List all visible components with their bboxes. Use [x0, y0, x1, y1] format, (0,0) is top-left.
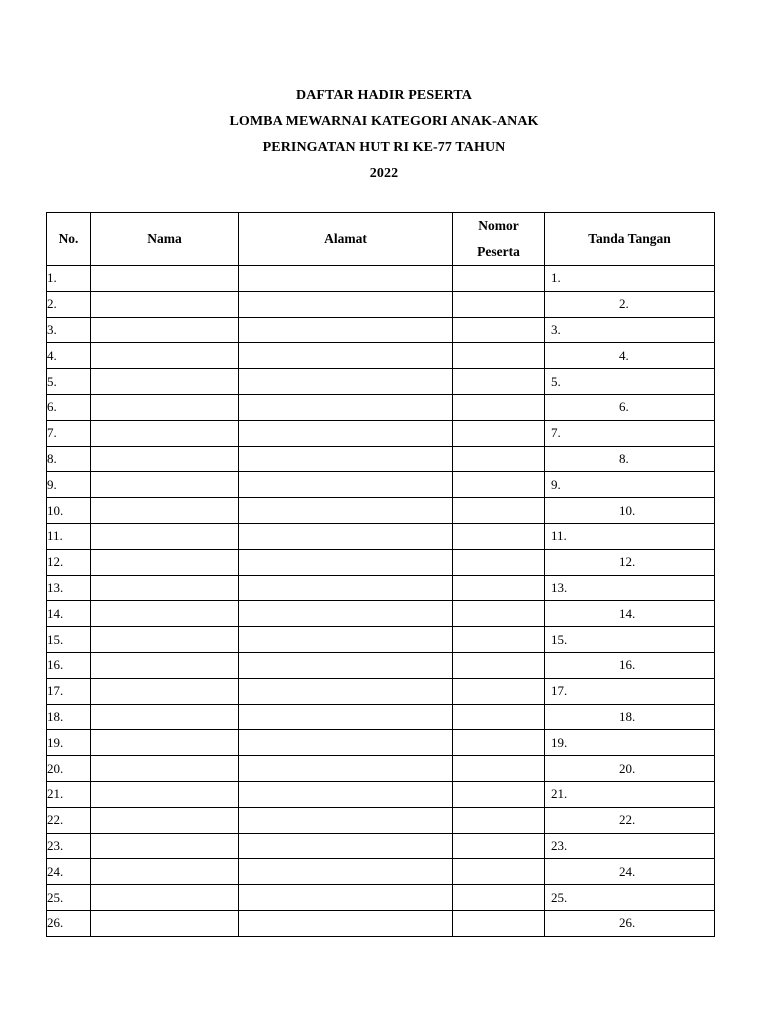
table-row	[47, 910, 715, 936]
signature-number: 6.	[619, 399, 629, 415]
cell-no: 6.	[47, 394, 91, 420]
cell-no: 11.	[47, 523, 91, 549]
cell-no: 13.	[47, 575, 91, 601]
cell-no: 22.	[47, 807, 91, 833]
signature-number: 5.	[551, 373, 561, 389]
signature-number: 22.	[619, 812, 636, 828]
cell-no: 2.	[47, 291, 91, 317]
cell-no: 3.	[47, 317, 91, 343]
cell-tanda-tangan[interactable]	[545, 627, 715, 653]
cell-no: 24.	[47, 859, 91, 885]
cell-tanda-tangan[interactable]	[545, 317, 715, 343]
cell-no: 17.	[47, 678, 91, 704]
table-row	[47, 833, 715, 859]
cell-alamat[interactable]	[239, 317, 453, 343]
cell-alamat[interactable]	[239, 575, 453, 601]
cell-nomor-peserta[interactable]	[453, 369, 545, 395]
cell-nama[interactable]	[91, 394, 239, 420]
header-nomor-peserta-line1: Nomor	[478, 218, 519, 233]
table-row	[47, 523, 715, 549]
table-row	[47, 575, 715, 601]
cell-nama[interactable]	[91, 730, 239, 756]
signature-number: 10.	[619, 502, 636, 518]
cell-nama[interactable]	[91, 446, 239, 472]
header-nomor-peserta-line2: Peserta	[477, 244, 520, 259]
cell-nama[interactable]	[91, 498, 239, 524]
table-row	[47, 266, 715, 292]
cell-tanda-tangan[interactable]	[545, 910, 715, 936]
table-body	[47, 266, 715, 937]
cell-nomor-peserta[interactable]	[453, 678, 545, 704]
cell-nomor-peserta[interactable]	[453, 601, 545, 627]
cell-alamat[interactable]	[239, 652, 453, 678]
table-row	[47, 498, 715, 524]
table-row	[47, 601, 715, 627]
cell-tanda-tangan[interactable]	[545, 420, 715, 446]
table-header-row	[47, 213, 715, 266]
cell-no: 26.	[47, 910, 91, 936]
cell-nomor-peserta[interactable]	[453, 859, 545, 885]
cell-tanda-tangan[interactable]	[545, 575, 715, 601]
cell-alamat[interactable]	[239, 549, 453, 575]
table-row	[47, 781, 715, 807]
cell-nomor-peserta[interactable]	[453, 807, 545, 833]
cell-alamat[interactable]	[239, 678, 453, 704]
cell-alamat[interactable]	[239, 730, 453, 756]
cell-alamat[interactable]	[239, 601, 453, 627]
cell-nomor-peserta[interactable]	[453, 498, 545, 524]
cell-nomor-peserta[interactable]	[453, 730, 545, 756]
signature-number: 25.	[551, 889, 568, 905]
cell-tanda-tangan[interactable]	[545, 291, 715, 317]
cell-nomor-peserta[interactable]	[453, 781, 545, 807]
cell-no: 4.	[47, 343, 91, 369]
cell-nama[interactable]	[91, 601, 239, 627]
title-line-1: DAFTAR HADIR PESERTA	[295, 88, 472, 103]
table-row	[47, 420, 715, 446]
cell-alamat[interactable]	[239, 756, 453, 782]
header-tanda-tangan: Tanda Tangan	[545, 213, 715, 266]
cell-nomor-peserta[interactable]	[453, 317, 545, 343]
cell-no: 16.	[47, 652, 91, 678]
title-line-4: 2022	[369, 166, 399, 181]
cell-no: 14.	[47, 601, 91, 627]
cell-alamat[interactable]	[239, 420, 453, 446]
cell-nomor-peserta[interactable]	[453, 420, 545, 446]
signature-number: 18.	[619, 708, 636, 724]
table-row	[47, 291, 715, 317]
cell-nama[interactable]	[91, 652, 239, 678]
cell-nama[interactable]	[91, 266, 239, 292]
signature-number: 20.	[619, 760, 636, 776]
header-no: No.	[47, 213, 91, 266]
cell-no: 19.	[47, 730, 91, 756]
signature-number: 11.	[551, 528, 567, 544]
cell-alamat[interactable]	[239, 369, 453, 395]
cell-nama[interactable]	[91, 859, 239, 885]
cell-tanda-tangan[interactable]	[545, 369, 715, 395]
cell-nomor-peserta[interactable]	[453, 394, 545, 420]
cell-tanda-tangan[interactable]	[545, 446, 715, 472]
table-row	[47, 885, 715, 911]
cell-no: 23.	[47, 833, 91, 859]
document-title	[0, 86, 768, 190]
table-row	[47, 369, 715, 395]
cell-nama[interactable]	[91, 781, 239, 807]
cell-tanda-tangan[interactable]	[545, 833, 715, 859]
signature-number: 26.	[619, 915, 636, 931]
cell-nomor-peserta[interactable]	[453, 523, 545, 549]
signature-number: 7.	[551, 425, 561, 441]
cell-nama[interactable]	[91, 678, 239, 704]
cell-tanda-tangan[interactable]	[545, 652, 715, 678]
cell-nomor-peserta[interactable]	[453, 704, 545, 730]
cell-no: 15.	[47, 627, 91, 653]
signature-number: 4.	[619, 347, 629, 363]
cell-nama[interactable]	[91, 627, 239, 653]
cell-tanda-tangan[interactable]	[545, 807, 715, 833]
cell-no: 10.	[47, 498, 91, 524]
cell-no: 7.	[47, 420, 91, 446]
cell-nama[interactable]	[91, 317, 239, 343]
table-row	[47, 807, 715, 833]
header-nama: Nama	[91, 213, 239, 266]
table-row	[47, 704, 715, 730]
header-nomor-peserta	[453, 213, 545, 266]
cell-nama[interactable]	[91, 472, 239, 498]
signature-number: 8.	[619, 450, 629, 466]
cell-alamat[interactable]	[239, 523, 453, 549]
signature-number: 3.	[551, 321, 561, 337]
cell-nama[interactable]	[91, 369, 239, 395]
signature-number: 2.	[619, 296, 629, 312]
cell-nomor-peserta[interactable]	[453, 343, 545, 369]
table-row	[47, 343, 715, 369]
cell-nama[interactable]	[91, 343, 239, 369]
cell-alamat[interactable]	[239, 446, 453, 472]
cell-tanda-tangan[interactable]	[545, 885, 715, 911]
signature-number: 19.	[551, 734, 568, 750]
signature-number: 15.	[551, 631, 568, 647]
signature-number: 14.	[619, 605, 636, 621]
cell-no: 12.	[47, 549, 91, 575]
cell-alamat[interactable]	[239, 627, 453, 653]
cell-nama[interactable]	[91, 291, 239, 317]
cell-no: 9.	[47, 472, 91, 498]
cell-alamat[interactable]	[239, 833, 453, 859]
attendance-table	[46, 212, 715, 937]
cell-nama[interactable]	[91, 910, 239, 936]
cell-tanda-tangan[interactable]	[545, 498, 715, 524]
signature-number: 16.	[619, 657, 636, 673]
cell-tanda-tangan[interactable]	[545, 781, 715, 807]
cell-alamat[interactable]	[239, 807, 453, 833]
signature-number: 12.	[619, 554, 636, 570]
cell-alamat[interactable]	[239, 472, 453, 498]
cell-alamat[interactable]	[239, 704, 453, 730]
table-row	[47, 446, 715, 472]
table-row	[47, 549, 715, 575]
cell-nomor-peserta[interactable]	[453, 575, 545, 601]
cell-no: 25.	[47, 885, 91, 911]
cell-tanda-tangan[interactable]	[545, 549, 715, 575]
table-row	[47, 859, 715, 885]
cell-nomor-peserta[interactable]	[453, 549, 545, 575]
cell-nomor-peserta[interactable]	[453, 266, 545, 292]
cell-no: 18.	[47, 704, 91, 730]
cell-nama[interactable]	[91, 833, 239, 859]
cell-tanda-tangan[interactable]	[545, 859, 715, 885]
cell-alamat[interactable]	[239, 885, 453, 911]
cell-nama[interactable]	[91, 575, 239, 601]
cell-nomor-peserta[interactable]	[453, 446, 545, 472]
cell-nama[interactable]	[91, 549, 239, 575]
cell-no: 8.	[47, 446, 91, 472]
cell-tanda-tangan[interactable]	[545, 756, 715, 782]
signature-number: 24.	[619, 863, 636, 879]
cell-nomor-peserta[interactable]	[453, 627, 545, 653]
cell-tanda-tangan[interactable]	[545, 343, 715, 369]
cell-nama[interactable]	[91, 756, 239, 782]
cell-alamat[interactable]	[239, 859, 453, 885]
signature-number: 17.	[551, 683, 568, 699]
table-row	[47, 472, 715, 498]
cell-tanda-tangan[interactable]	[545, 523, 715, 549]
cell-alamat[interactable]	[239, 343, 453, 369]
table-row	[47, 652, 715, 678]
cell-nama[interactable]	[91, 807, 239, 833]
cell-alamat[interactable]	[239, 498, 453, 524]
title-line-3: PERINGATAN HUT RI KE-77 TAHUN	[262, 140, 506, 155]
cell-tanda-tangan[interactable]	[545, 678, 715, 704]
cell-alamat[interactable]	[239, 781, 453, 807]
cell-alamat[interactable]	[239, 266, 453, 292]
signature-number: 13.	[551, 579, 568, 595]
cell-tanda-tangan[interactable]	[545, 730, 715, 756]
cell-nama[interactable]	[91, 704, 239, 730]
title-line-2: LOMBA MEWARNAI KATEGORI ANAK-ANAK	[229, 114, 539, 129]
header-alamat: Alamat	[239, 213, 453, 266]
cell-nomor-peserta[interactable]	[453, 472, 545, 498]
cell-nama[interactable]	[91, 523, 239, 549]
table-row	[47, 627, 715, 653]
cell-tanda-tangan[interactable]	[545, 266, 715, 292]
cell-alamat[interactable]	[239, 394, 453, 420]
signature-number: 23.	[551, 837, 568, 853]
cell-nomor-peserta[interactable]	[453, 291, 545, 317]
cell-alamat[interactable]	[239, 291, 453, 317]
table-row	[47, 756, 715, 782]
cell-nomor-peserta[interactable]	[453, 833, 545, 859]
cell-no: 20.	[47, 756, 91, 782]
cell-nomor-peserta[interactable]	[453, 885, 545, 911]
table-row	[47, 730, 715, 756]
cell-tanda-tangan[interactable]	[545, 472, 715, 498]
cell-nama[interactable]	[91, 420, 239, 446]
table-row	[47, 317, 715, 343]
cell-no: 5.	[47, 369, 91, 395]
signature-number: 21.	[551, 786, 568, 802]
cell-tanda-tangan[interactable]	[545, 601, 715, 627]
cell-no: 21.	[47, 781, 91, 807]
cell-alamat[interactable]	[239, 910, 453, 936]
cell-nomor-peserta[interactable]	[453, 910, 545, 936]
cell-tanda-tangan[interactable]	[545, 394, 715, 420]
signature-number: 1.	[551, 270, 561, 286]
cell-tanda-tangan[interactable]	[545, 704, 715, 730]
cell-nomor-peserta[interactable]	[453, 756, 545, 782]
table-row	[47, 394, 715, 420]
cell-no: 1.	[47, 266, 91, 292]
signature-number: 9.	[551, 476, 561, 492]
table-row	[47, 678, 715, 704]
cell-nomor-peserta[interactable]	[453, 652, 545, 678]
cell-nama[interactable]	[91, 885, 239, 911]
